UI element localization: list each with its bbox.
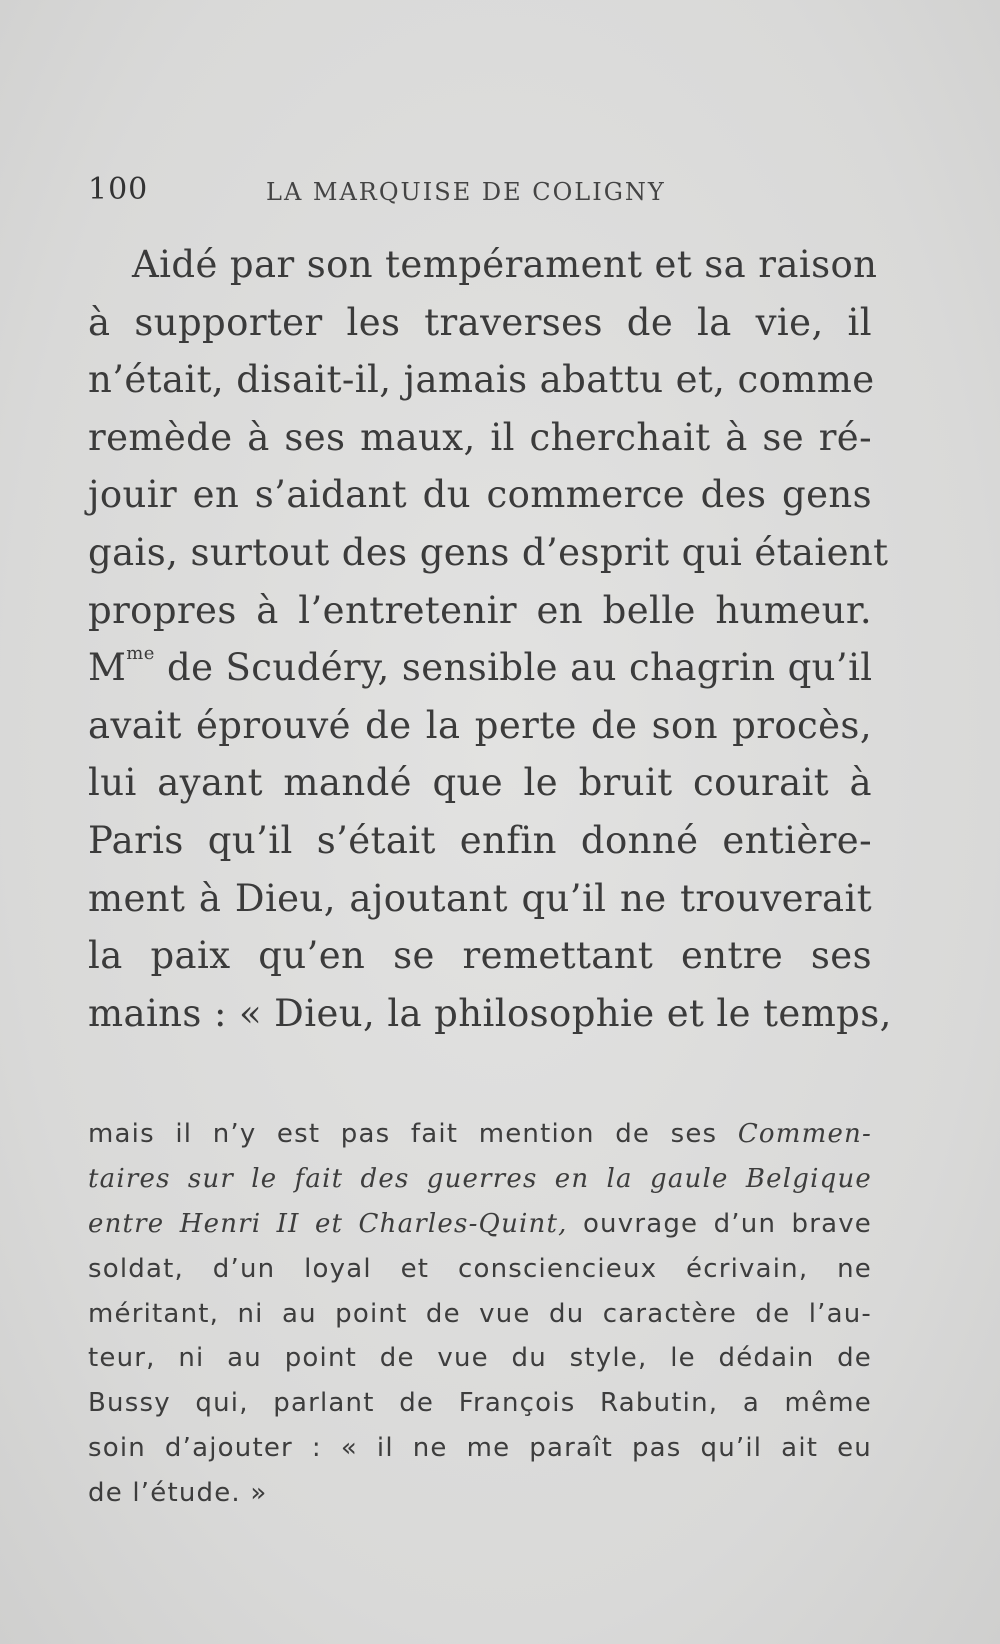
text-line: lui ayant mandé que le bruit courait à: [88, 761, 872, 805]
footnote-line: teur, ni au point de vue du style, le dédain de: [88, 1343, 872, 1374]
footnote-line: méritant, ni au point de vue du caractère de l’au-: [88, 1298, 872, 1329]
running-title: LA MARQUISE DE COLIGNY: [266, 178, 666, 206]
honorific-base: M: [88, 646, 127, 690]
text-line: remède à ses maux, il cherchait à se ré-: [88, 415, 872, 459]
footnote-line: [88, 1202, 872, 1247]
main-text: [88, 236, 892, 1042]
footnote-italic-title: taires sur le fait des guerres en la gaule Belgique: [88, 1163, 872, 1194]
footnote-italic-title: entre Henri II et Charles-Quint,: [88, 1208, 568, 1239]
text-line: la paix qu’en se remettant entre ses: [88, 934, 872, 978]
footnote-line: soldat, d’un loyal et consciencieux écrivain, ne: [88, 1253, 872, 1284]
footnote-line: soin d’ajouter : « il ne me paraît pas qu’il ait eu: [88, 1433, 872, 1464]
footnote-line: [88, 1112, 872, 1157]
footnote: [88, 1112, 872, 1516]
text-line: avait éprouvé de la perte de son procès,: [88, 703, 872, 747]
text-line: n’était, disait-il, jamais abattu et, comme: [88, 358, 875, 402]
footnote-text: mais il n’y est pas fait mention de ses: [88, 1119, 738, 1149]
page-header: [88, 172, 888, 212]
page-number: 100: [88, 172, 149, 207]
text-line: Aidé par son tempérament et sa raison: [132, 243, 878, 286]
text-line: jouir en s’aidant du commerce des gens: [88, 473, 872, 517]
text-line-honorific: [88, 639, 872, 697]
footnote-line: de l’étude. »: [88, 1478, 268, 1509]
text-line: à supporter les traverses de la vie, il: [88, 300, 872, 344]
text-line: mains : « Dieu, la philosophie et le temps,: [88, 991, 892, 1035]
footnote-italic-title: Commen-: [737, 1119, 872, 1149]
text-line: propres à l’entretenir en belle humeur.: [88, 588, 872, 632]
text-line: Paris qu’il s’était enfin donné entière-: [88, 818, 872, 862]
honorific: [88, 643, 155, 690]
honorific-superscript: me: [126, 643, 155, 665]
footnote-text: ouvrage d’un brave: [567, 1208, 872, 1239]
footnote-line: [88, 1157, 872, 1202]
text-line: gais, surtout des gens d’esprit qui étaient: [88, 530, 889, 574]
text-line: ment à Dieu, ajoutant qu’il ne trouverait: [88, 876, 872, 920]
text-line-rest: de Scudéry, sensible au chagrin qu’il: [167, 646, 873, 690]
footnote-line: Bussy qui, parlant de François Rabutin, a même: [88, 1388, 872, 1419]
